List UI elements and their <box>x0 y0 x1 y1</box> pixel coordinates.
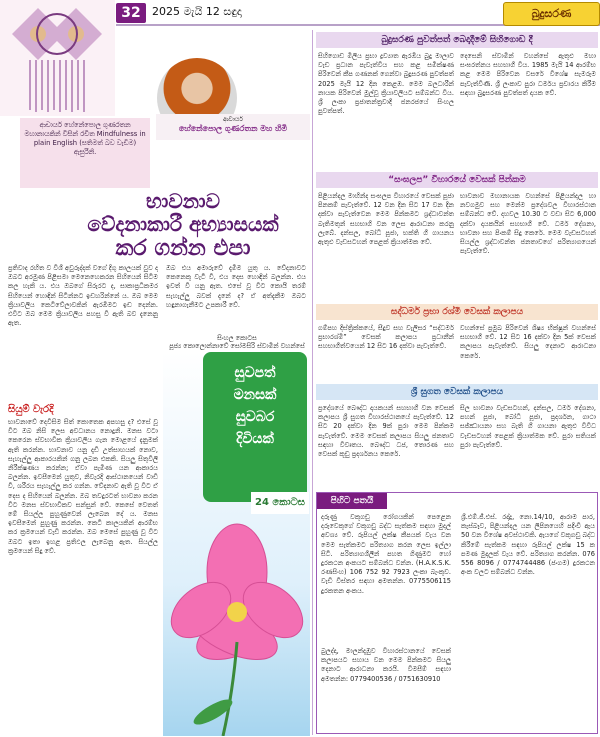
story3-col1: ගම්පහ දිස්ත්‍රික්කයේ, සීදුව සහ වැලිසර “සද්ධර්ම ප්‍රභාරශ්මි” වෙසක් කලාපය ප්‍රධානීන් සහභාගීත්වයෙන් 12 සිට 16 දක්වා පැවැත්වේ. <box>318 324 454 351</box>
poster-green-box <box>203 352 307 502</box>
lotus-ornament-icon <box>0 0 115 116</box>
poster-panel <box>163 352 310 736</box>
story4-col1: ප්‍රදේශයේ බෞද්ධ දායකයන් සහභාගී වන වෙසක් කලාපය ශ්‍රී සුගත විහාරස්ථානයේ පැවැත්වේ. 12 සිට 20 දක්වා දින 9ක් පුරා මෙම පින්කම පැවැත්වේ. මෙම වෙසක් කලාපය සියලු ජනතාව සඳහා විවෘතය. බෞද්ධ ධජ, තොරණ සහ වෙසක් කූඩු ප්‍රදර්ශනය කෙරේ. <box>318 404 454 459</box>
story3-col2: වහන්සේ ප්‍රමුඛ පිරිවෙන් ශිෂ්‍ය භික්ෂූන් වහන්සේ සහභාගී වේ. 12 සිට 16 දක්වා දින 5ක් වෙසක් කලාපය පැවැත්වේ. සියලු දෙනාට ආරාධනා කෙරේ. <box>460 324 596 360</box>
article-title <box>78 190 288 261</box>
photo-caption-role: ආචාර්ය <box>223 116 243 123</box>
story4-title: ශ්‍රී සුගත වෙසක් කලාපය <box>316 384 598 400</box>
photo-caption-name: හේනේපොල ගුණරතන මහ හිමි <box>178 124 288 133</box>
issue-date: 2025 මැයි 12 සඳුදා <box>152 5 242 18</box>
notice-col1: දරුණු වකුගඩු රෝගයකින් පෙළෙන දරුවෙකුගේ වකුගඩු බද්ධ සැත්කම සඳහා මුදල් අවශ්‍ය වේ. රුපියල් ලක්ෂ කීපයක් වැය වන මෙම සැත්කමට පරිත්‍යාග කරන ලෙස ඉල්ලා සිටී. පරිත්‍යාගශීලීන් පහත ගිණුමට හෝ දුරකථන අංකයට සම්බන්ධ වන්න. (H.A.K.S.K. රණසිංහ) 106 752 92 7923 ලංකා බැංකුව. වැඩි විස්තර සඳහා අමතන්න. 0775506115 දුරකතන අංකය. <box>321 513 451 595</box>
poster-word-4: දිවියක් <box>236 431 274 447</box>
intro-column-2: ඔබ එය අමාරුවේ දැමීම යුතු ය. වේදනාවට කෙනෙකු වැටී වී, එය දෙස හොඳින් බලන්න. එය ඉවත් වී යනු ඇත. එසේ වූ විට කොයි තරම් සැහැල්ලු බවක් දැනේ ද? ඒ අත්දැකීම ඔබට හඳුනාගැනීමට උපකාරී වේ. <box>166 264 306 309</box>
column-divider <box>312 30 313 735</box>
translator-credit <box>168 334 306 350</box>
poster-word-2: මනසක් <box>233 387 277 403</box>
page-number: 32 <box>116 3 146 23</box>
poster-word-1: සුවපත් <box>234 365 276 381</box>
notice-box <box>316 492 598 734</box>
section-body: භාවනාවේ දෙවිසිම සිත් කොතෙක අපහසු ද? එසේ වූ විට ඔබ නිසි ලෙස අවධානය නොදුනි. මනස වටා කෙරෙන ස්වභාවික ක්‍රියාවලිය ගැන මොළයේ දැනුමක් ඇති කරන්න. භාවනාව යනු දැඩි උත්සාහයක් නොව, සැහැල්ලු ආකාරයකින් ගනු ලබන එකකි. සියලු සිතුවිලි නිරීක්ෂණය කරන්න; ඒවා පැමිණ යන ආකාරය බලන්න. ඉවසීමෙන් යුතුව, නිවැරදි ආස්ථානයෙන් වාඩි වී, ශරීරය සැහැල්ලු කර ගන්න. වේදනාව ඇති වූ විට ඒ දෙස ද සිහියෙන් බලන්න. ඔබ තවදුරටත් භාවනා කරන විට මනස ස්වභාවිකව සන්සුන් වේ. කෙසේ වෙතත් මේ සියල්ල පුහුණුවෙන් ලැබෙන දේ ය. මනස ඉවසීමෙන් පුහුණු කරන්න. කෙටි කාලයකින් ආරම්භ කර ක්‍රමයෙන් වැඩි කරන්න. ඔබ මෙසේ පුහුණු වූ විට ඔබට ඉතා ඉහළ ප්‍රතිඵල ලැබෙනු ඇත. සියල්ල ක්‍රමයෙන් සිදු වේ. <box>8 418 158 555</box>
title-line-3: කර ගන්න එපා <box>115 236 251 261</box>
photo-caption-box <box>156 114 310 140</box>
pink-flower-icon <box>163 512 310 736</box>
title-line-2: වේදනාකාරී අභ්‍යාසයක් <box>87 212 279 236</box>
source-caption: ආචාර්ය හේනේපොල ගුණරතන මහානායකින් විසින් රචිත Mindfulness in plain English (සතිමත් බව වැඩීම) ඇසුරිනි. <box>20 118 150 188</box>
story3-title: සද්ධර්ම ප්‍රභා රශ්මි වෙසක් කලාපය <box>316 304 598 320</box>
poster-word-3: සුවබර <box>235 409 275 425</box>
notice-title: පිහිට පතයි <box>317 493 387 509</box>
story4-col2: සිල භාවනා වැඩසටහන්, දන්සල, ධර්ම දේශනා, පහන් පූජා, බෝධි පූජා, ප්‍රදර්ශන, ගාථා සජ්ඣායනා සහ බැති ගී ගායනා ඇතුළු විවිධ වැඩසටහන් පෙළක් ක්‍රියාත්මක වේ. පුරා සතියක් පුරා පැවැත්වේ. <box>460 404 596 449</box>
translator-label: සිංහල කොටස <box>217 334 257 342</box>
notice-col2: බුලද්දා, මාලන්දැඹුව විහාරස්ථානයේ වෙසක් කලාපයට සහාය වන මෙම පින්කමට සියලු දෙනාට ආරාධනා කරයි. විමසීම් සඳහා අමතන්න: 0779400536 / 0751630910 <box>321 647 451 683</box>
intro-column-1: ප්‍රතිවාද රහිත ව විශී අවුරුද්දක් වගේ දිගු කාලයක් වුව ද ඔබට අරමුණ පිළිසමා මෙනෙහෙකරන සිහියෙන් සිටීම කල හැකි ය. එය ඔබගේ සිරුරට ද, සාකාප්‍රධිකමර සිහියෙන් හොඳින් සිටින්නට ඉඩහරින්නේ ය. ඔබ මෙම ක්‍රියාවලිය කෙටිවේලාවකින් ඇරඹීමට ඉඩ දෙන්න. එවිට ඔබ මෙම ක්‍රියාවලිය පහසු වී ඇති බව දැනෙනු ඇත. <box>8 264 158 328</box>
poster-part-label: 24 කොටස <box>251 492 309 514</box>
story1-title: බුදුසරණ පුවත්පත් බෙදාදීමේ සිහිගොඩ දී <box>316 32 598 48</box>
story2-col2: භාවනාව මහානායක වහන්සේ පිළියන්දල හා නවගමුව සහ මෙන්ම ප්‍රදේශවල විහාරස්ථාන සම්බන්ධ වේ. දහවල 10.30 ට වඩා සිට 6,000 දක්වා දායකයින් සහභාගී වේ. ධර්ම දේශනා, භාවනා සහ පිංකම් සිදු කෙරේ. මෙම වැඩසටහන් සියල්ල ශ්‍රද්ධාවන්ත ජනතාවගේ පරිත්‍යාගයෙන් පැවැත්වේ. <box>460 192 596 256</box>
story1-col1: සිහිගොඩ මිලිය ප්‍රභා ද්‍රව්‍යාත ඇරඹිය බුදු මාලාව වැඩ ප්‍රධාන පැවැත්විය සහ කළ සමීක්ෂණ පිරිවෙන් කීප ගණනක් ගෙන්වා බුදුසරණ පුවත්පත් 2025 මැයි 12 දින කෙළඹ. මෙම බලධාරීන් නායක පිරිවෙන් මුල්වූ ක්‍රියාවලියට සම්බන්ධ විය. ශ්‍රී ලංකා ප්‍රජාතන්ත්‍රවාදී ජනරජයේ සිංහල පුවත්පත්. <box>318 52 454 116</box>
brand-logo: බුදුසරණ <box>503 2 600 26</box>
story2-col1: පිළියන්දල මාහින්ද සංඝලප විහාරයේ වෙසක් පූජා පිනකම් පැවැත්වේ. 12 වන දින සිට 17 වන දින දක්වා පැවැත්වෙන මෙම පින්කමට ශ්‍රද්ධාවන්ත බැතිමතුන් සහභාගි වන ලෙස ආරාධනා කරනු ලැබේ. දන්සල, බෝධි පූජා, භක්ති ගී ගායනය ඇතුළු වැඩසටහන් පෙළක් ක්‍රියාත්මක වේ. <box>318 192 454 247</box>
translator-name: පූජ්‍ය කොලොන්නාවේ සෝමසිරි ස්වාමීන් වහන්සේ <box>169 342 305 350</box>
notice-col3: ශ්‍රී.එම්.ජී.එස්. රද්දූ, නො.14/10, ආරාම පාර, කැස්බෑව, පිළියන්දල යන ලිපිනයෙහි පදිංචි ඇය 50 වන විශේෂ අවස්ථාවකි. ඇයගේ වකුගඩු බද්ධ කිරීමේ සැත්කම සඳහා රුපියල් ලක්ෂ 15 ක පමණ මුදලක් වැය වේ. පරිත්‍යාග කරන්න. 076 556 8096 / 0774744486 (ජංගම) දුරකථන අංක වලට සම්බන්ධ වන්න. <box>461 513 595 577</box>
title-line-1: භාවනාව <box>146 189 220 213</box>
section-heading: සියුම් වැරදි <box>8 404 54 415</box>
story1-col2: දෙසෙනි ස්වාමීන් වහන්සේ ඇතුළු මහා සංඝරත්නය සහභාගී විය. 1985 මැයි 14 ආරම්භ කළ මෙම පිරිවෙන වසරේ විශේෂ සැමරුම පැවැත්විණි. ශ්‍රී ලංකාව පුරා ධර්මය ප්‍රචාරය කිරීම සඳහා බුදුසරණ පුවත්පත් දායක වේ. <box>460 52 596 97</box>
story2-title: “සංඝලප” විහාරයේ වෙසක් පින්කම <box>316 172 598 188</box>
